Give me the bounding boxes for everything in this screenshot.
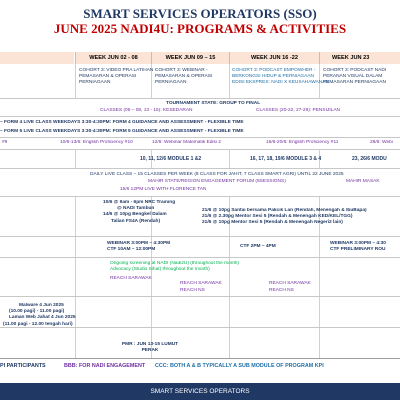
screening-block: Ongoing screening at NADI (Nadi2U) (throughout the month) Advocacy (Studio Sihat) throughout the month)	[110, 261, 240, 273]
webinar-math: 12/6: Webinar Matematik Edisi 2	[152, 140, 221, 145]
row-divider	[0, 257, 400, 258]
daily-live-class: DAILY LIVE CLASS – 15 CLASSES PER WEEK (8 CLASS FOR JAHIT, 7 CLASS SMART AGRI) UNTIL 22 JUNE 2025	[90, 172, 344, 177]
week-header-empty	[0, 52, 74, 64]
row-divider	[0, 98, 400, 99]
legend-kpi: PI PARTICIPANTS	[0, 363, 46, 369]
english-item-9: #9	[2, 140, 8, 145]
grid-line	[75, 150, 76, 168]
grid-line	[229, 64, 230, 98]
week-header-2: WEEK JUN 09 – 15	[151, 52, 229, 64]
grid-line	[75, 64, 76, 98]
row-divider	[0, 296, 400, 297]
webinar-ctf-week2: WEBINAR 3:00PM – 4:30PM CTF 10AM – 12:00PM	[107, 241, 171, 253]
pmr-block: PMR : JUN 13-15 LUMUT PERAK	[121, 342, 179, 354]
reach-sarawak-2: REACH SARAWAK	[180, 281, 222, 286]
module-week2: 10, 11, 12/6 MODULE 1 &2	[140, 156, 202, 162]
week-header-3: WEEK JUN 16 -22	[229, 52, 319, 64]
form5-live-class: – FORM 5 LIVE CLASS WEEKDAYS 3:30-4:30PM: FORM 5 GUIDANCE AND ASSESSMENT - FLEXIBLE TIME	[0, 129, 244, 134]
webinar-ctf-week4: WEBINAR 3:00PM – 4:30 CTF PRELIMINARY ROU	[330, 241, 386, 253]
webinar-28: 28/6: Webi	[370, 140, 393, 145]
cohort-week2: COHORT 3: WEBINAR - PEMASARAN & OPERASI PERNIAGAAN	[155, 68, 213, 86]
english-item-11: 16/6-20/6: English Proficiency #11	[266, 140, 339, 145]
reach-sarawak-3: REACH SARAWAK	[269, 281, 311, 286]
grid-line	[229, 328, 230, 358]
grid-line	[319, 328, 320, 358]
row-divider	[0, 137, 400, 138]
ctf-week3: CTF 2PM – 4PM	[240, 244, 276, 249]
form4-live-class: – FORM 4 LIVE CLASS WEEKDAYS 3:30-4:30PM: FORM 4 GUIDANCE AND ASSESSMENT - FLEXIBLE TIME	[0, 120, 244, 125]
row-divider	[0, 327, 400, 328]
cohort-week1: COHORT 3: VIDEO PRA LATIHAN - PEMASARAN & OPERASI PERNIAGAAN	[79, 68, 157, 86]
mahir-state-forum: MAHIR STATE/REGION ENGAGEMENT FORUM (8SESSIONS)	[148, 179, 286, 184]
reach-sarawak-1: REACH SARAWAK	[110, 276, 152, 281]
row-divider	[0, 196, 400, 197]
legend-bbb: BBB: FOR NADI ENGAGEMENT	[64, 363, 146, 369]
malware-block: Malware 4 Jun 2025 (10.00 pagi) - 11.00 pagi) Laman Web Jahat 4 Jun 2025 (11.00 pagi - 12.00 tengah hari)	[3, 303, 76, 327]
row-divider	[0, 116, 400, 117]
page-title: SMART SERVICES OPERATORS (SSO)	[83, 6, 317, 21]
week-header-4: WEEK JUN 23	[319, 52, 400, 64]
santai-mentor-block: 21/6 @ 10pg Santai bersama Pakcik Lan (Rendah, Menengah & IbuBapa) 21/6 @ 2.30pg Mentor Sesi 5 (Rendah & Menengah KED/KEL/TGG) 21/6 @ 10pg Mentor Sesi 5 (Rendah & Menengah Negeri2 lain)	[202, 208, 367, 226]
cohort-week3: COHORT 3: PODCAST EMPOWHER - BERKONGSI HIDUP & PERNIAGAAN EDISI EKSPRES: NADI X KEUSAHAWANAN	[232, 68, 329, 86]
english-item-10: 10/6-13/6: English Proficiency #10	[60, 140, 133, 145]
module-week3: 16, 17, 18, 19/6 MODULE 3 & 4	[250, 156, 322, 162]
nrc-training-block: 10/6 @ 9am - 6pm NRC Training @ NADI Tambun 14/6 @ 10pg Bengkel Dalam Talian FS4A (Rendah)	[103, 200, 176, 224]
classes-certification: CLASSES (20-22, 27-29): PENSIJILAN	[256, 108, 340, 113]
footer-bar: SMART SERVICES OPERATORS	[0, 383, 400, 400]
row-divider	[0, 236, 400, 237]
classes-awareness: CLASSES (06 – 08, 13 - 15): KESEDARAN	[100, 108, 193, 113]
grid-line	[75, 328, 76, 358]
cohort-week4: COHORT 3: PODCAST NADI PERANAN VISUAL DALAM PEMASARAN PERNIAGAAN	[323, 68, 387, 86]
row-divider	[0, 168, 400, 169]
page-subtitle: JUNE 2025 NADI4U: PROGRAMS & ACTIVITIES	[53, 21, 347, 36]
row-divider	[0, 149, 400, 150]
grid-line	[229, 150, 230, 168]
week-header-1: WEEK JUN 02 - 08	[75, 52, 151, 64]
module-week4: 23, 26/6 MODU	[352, 156, 387, 162]
row-divider	[0, 358, 400, 359]
reach-ns-2: REACH NS	[269, 288, 294, 293]
reach-ns-1: REACH NS	[180, 288, 205, 293]
florence-live: 15/6 12PM LIVE WITH FLORENCE TAN	[120, 187, 207, 192]
legend-ccc: CCC: BOTH A & B TYPICALLY A SUB MODULE OF PROGRAM KPI	[155, 363, 324, 369]
tournament-label: TOURNAMENT STATE: GROUP TO FINAL	[166, 101, 261, 106]
mahir-masak: MAHIR MASAK	[346, 179, 380, 184]
